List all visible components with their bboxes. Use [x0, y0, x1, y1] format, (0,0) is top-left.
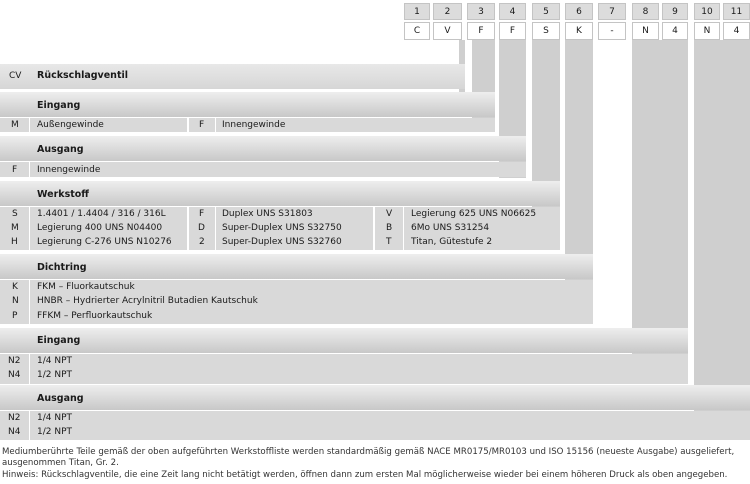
option-code: F	[199, 209, 205, 219]
code-cell: F	[467, 22, 495, 40]
option-label: HNBR – Hydrierter Acrylnitril Butadien Kautschuk	[37, 296, 258, 306]
option-label: FFKM – Perfluorkautschuk	[37, 311, 153, 321]
option-label: Super-Duplex UNS S32760	[222, 237, 342, 247]
divider	[29, 207, 30, 250]
divider	[187, 118, 189, 132]
option-code: N	[12, 296, 19, 306]
option-label: Duplex UNS S31803	[222, 209, 313, 219]
option-label: Innengewinde	[222, 120, 286, 130]
divider	[29, 411, 30, 440]
divider	[29, 354, 30, 384]
code-cell: F	[499, 22, 526, 40]
divider	[403, 207, 404, 250]
option-block	[0, 354, 688, 384]
section-title: Eingang	[37, 100, 81, 111]
option-code: S	[12, 209, 18, 219]
position-cell: 6	[565, 3, 593, 20]
option-label: Legierung 400 UNS N04400	[37, 223, 163, 233]
divider	[373, 207, 375, 250]
title-code: CV	[9, 71, 22, 81]
option-code: P	[12, 311, 18, 321]
option-code: D	[198, 223, 205, 233]
footnote-hinweis: Hinweis: Rückschlagventile, die eine Zeit lang nicht betätigt werden, öffnen dann zum ersten Mal möglicherweise wieder bei einem höheren Druck als oben angegeben.	[2, 470, 728, 480]
divider	[187, 207, 189, 250]
position-cell: 8	[632, 3, 659, 20]
option-block	[0, 411, 750, 440]
position-cell: 4	[499, 3, 526, 20]
option-code: N2	[8, 356, 21, 366]
position-cell: 9	[662, 3, 688, 20]
option-code: H	[11, 237, 18, 247]
option-label: 1/4 NPT	[37, 356, 73, 366]
code-cell: K	[565, 22, 593, 40]
option-code: K	[12, 282, 18, 292]
code-cell: 4	[662, 22, 688, 40]
position-cell: 10	[694, 3, 720, 20]
option-label: Legierung 625 UNS N06625	[411, 209, 537, 219]
option-code: F	[199, 120, 205, 130]
section-title: Werkstoff	[37, 189, 90, 200]
option-label: 1/4 NPT	[37, 413, 73, 423]
divider	[29, 162, 30, 177]
option-code: N4	[8, 427, 21, 437]
divider	[215, 207, 216, 250]
option-code: B	[386, 223, 393, 233]
option-label: FKM – Fluorkautschuk	[37, 282, 135, 292]
code-cell: V	[433, 22, 462, 40]
code-cell: S	[532, 22, 560, 40]
section-header-eingang-2	[0, 328, 688, 353]
option-label: Innengewinde	[37, 165, 101, 175]
code-cell: N	[632, 22, 659, 40]
position-cell: 7	[598, 3, 626, 20]
footnote-titan: ausgenommen Titan, Gr. 2.	[2, 458, 119, 468]
code-cell: -	[598, 22, 626, 40]
section-header-ausgang-2	[0, 385, 750, 410]
code-cell: N	[694, 22, 720, 40]
option-code: M	[11, 223, 19, 233]
option-code: V	[386, 209, 393, 219]
section-title: Eingang	[37, 335, 81, 346]
divider	[29, 118, 30, 132]
option-code: 2	[199, 237, 205, 247]
title-label: Rückschlagventil	[37, 70, 128, 81]
option-code: M	[11, 120, 19, 130]
section-title: Ausgang	[37, 144, 84, 155]
option-code: F	[12, 165, 18, 175]
code-cell: 4	[723, 22, 750, 40]
section-title: Ausgang	[37, 393, 84, 404]
option-label: Super-Duplex UNS S32750	[222, 223, 342, 233]
section-header-dichtring	[0, 254, 593, 279]
option-label: 1/2 NPT	[37, 427, 73, 437]
option-label: Titan, Gütestufe 2	[411, 237, 493, 247]
divider	[29, 280, 30, 324]
option-code: N2	[8, 413, 21, 423]
option-label: Legierung C-276 UNS N10276	[37, 237, 172, 247]
position-cell: 1	[404, 3, 430, 20]
option-label: Außengewinde	[37, 120, 104, 130]
footnote-nace: Mediumberührte Teile gemäß der oben aufgeführten Werkstoffliste werden standardmäßig gemäß NACE MR0175/MR0103 und ISO 15156 (neueste Ausgabe) ausgeliefert,	[2, 447, 735, 457]
position-cell: 3	[467, 3, 495, 20]
position-cell: 2	[433, 3, 462, 20]
position-cell: 5	[532, 3, 560, 20]
option-code: T	[386, 237, 392, 247]
code-cell: C	[404, 22, 430, 40]
position-cell: 11	[723, 3, 750, 20]
option-label: 6Mo UNS S31254	[411, 223, 490, 233]
option-label: 1.4401 / 1.4404 / 316 / 316L	[37, 209, 166, 219]
divider	[215, 118, 216, 132]
section-title: Dichtring	[37, 262, 87, 273]
option-label: 1/2 NPT	[37, 370, 73, 380]
option-code: N4	[8, 370, 21, 380]
connector-pos-10-11	[694, 40, 750, 440]
